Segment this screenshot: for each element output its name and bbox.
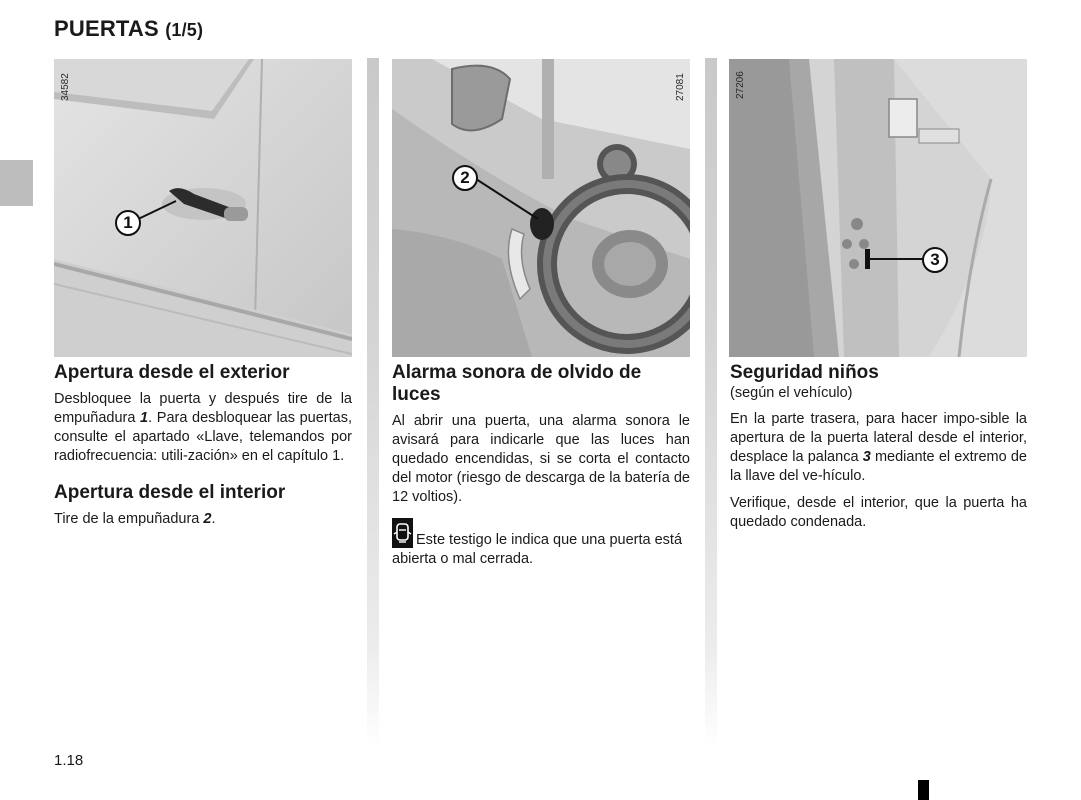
page-number: 1.18	[54, 752, 84, 769]
text-verify-locked: Verifique, desde el interior, que la puerta ha quedado condenada.	[730, 495, 1027, 530]
column-middle	[392, 362, 690, 569]
figure-exterior-handle	[54, 59, 352, 357]
figure-interior-handle	[392, 59, 690, 357]
page-title-text: PUERTAS	[54, 16, 159, 41]
end-of-section-mark	[918, 780, 929, 800]
interior-cabin-illustration	[392, 59, 690, 357]
column-right	[730, 362, 1027, 532]
callout-3: 3	[922, 247, 948, 273]
door-edge-illustration	[729, 59, 1027, 357]
text-exterior-opening	[54, 390, 352, 466]
figure-code-2: 27081	[675, 73, 686, 101]
warning-text: Este testigo le indica que una puerta está abierta o mal cerrada.	[392, 532, 683, 567]
text-child-a: En la parte trasera, para hacer impo-sible la apertura de la puerta lateral desde el interior, desplace la palanca	[730, 411, 1027, 465]
column-left	[54, 362, 352, 529]
door-open-warning-icon	[392, 518, 413, 548]
text-child-b: mediante el extremo de la llave del ve-hículo.	[730, 449, 1027, 484]
text-interior-b: .	[211, 511, 216, 527]
heading-child-safety: Seguridad niños	[730, 362, 879, 383]
ref-lever-3: 3	[862, 449, 871, 465]
figure-code-3: 27206	[735, 71, 746, 99]
note-vehicle-dependent: (según el vehículo)	[730, 385, 853, 401]
heading-interior-opening: Apertura desde el interior	[54, 482, 286, 503]
text-lights-alarm: Al abrir una puerta, una alarma sonora le avisará para indicarle que las luces han quedado encendidas, si se corta el contacto del motor (riesgo de descarga de la batería de 12 voltios).	[392, 413, 690, 505]
ref-handle-1: 1	[140, 410, 149, 426]
text-exterior-b: . Para desbloquear las puertas, consulte el apartado «Llave, telemandos por radiofrecuencia: utili-zación» en el capítulo 1.	[54, 410, 353, 464]
text-child-safety	[730, 410, 1027, 486]
callout-2: 2	[452, 165, 478, 191]
text-interior-opening	[54, 510, 352, 529]
heading-exterior-opening: Apertura desde el exterior	[54, 362, 290, 383]
text-door-warning	[392, 518, 690, 569]
ref-handle-2: 2	[203, 511, 212, 527]
heading-lights-alarm: Alarma sonora de olvido de luces	[392, 362, 642, 405]
page-title-part: (1/5)	[165, 20, 204, 40]
page-title	[54, 16, 203, 42]
column-divider-right	[705, 58, 717, 748]
figure-child-lock	[729, 59, 1027, 357]
text-exterior-a: Desbloquee la puerta y después tire de la empuñadura	[54, 391, 352, 426]
figure-code-1: 34582	[60, 73, 71, 101]
section-tab-marker	[0, 160, 33, 206]
column-divider-left	[367, 58, 379, 748]
exterior-door-illustration	[54, 59, 352, 357]
text-interior-a: Tire de la empuñadura	[54, 511, 204, 527]
callout-1: 1	[115, 210, 141, 236]
